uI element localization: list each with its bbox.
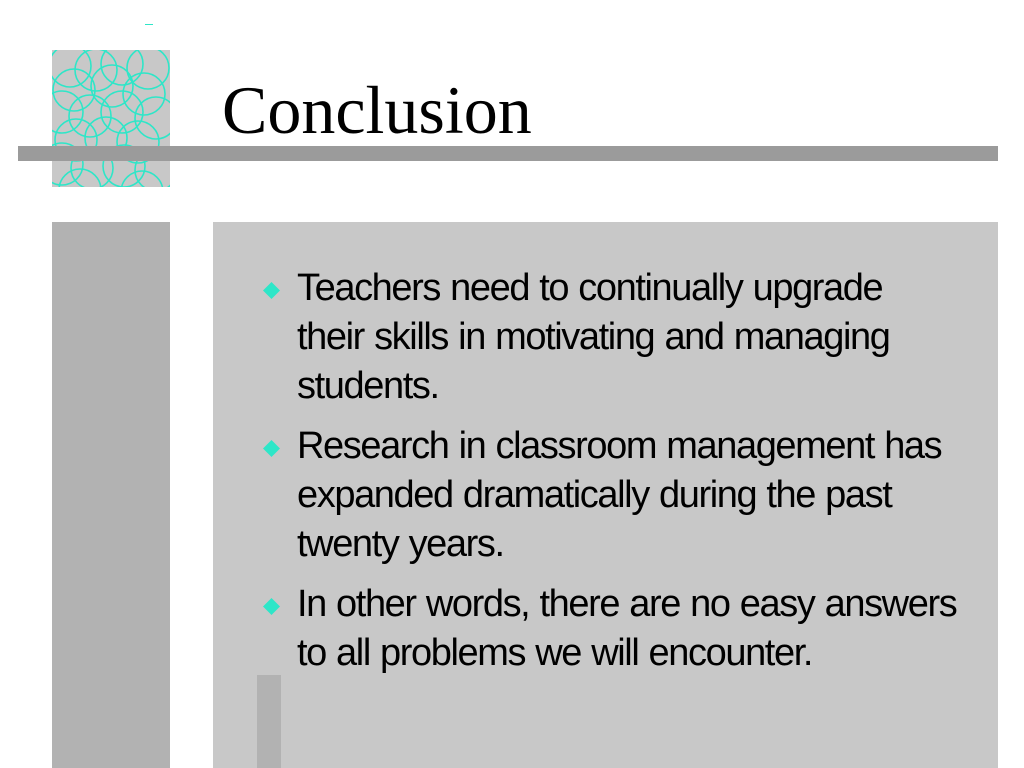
circle-pattern-icon — [52, 50, 170, 187]
circle-pattern-logo — [52, 50, 170, 187]
bullet-list — [259, 264, 959, 689]
bullet-text: Research in classroom management has expanded dramatically during the past twenty years. — [297, 425, 942, 565]
bullet-text: In other words, there are no easy answers to all problems we will encounter. — [297, 583, 957, 674]
bullet-item — [259, 422, 959, 569]
bullet-text: Teachers need to continually upgrade their skills in motivating and managing students. — [297, 267, 890, 407]
bullet-item — [259, 580, 959, 678]
diamond-bullet-icon — [263, 440, 280, 457]
bullet-item — [259, 264, 959, 411]
diamond-bullet-icon — [263, 282, 280, 299]
slide-title: Conclusion — [222, 72, 532, 148]
accent-mark — [145, 24, 153, 25]
left-side-column — [52, 222, 170, 768]
diamond-bullet-icon — [263, 598, 280, 615]
